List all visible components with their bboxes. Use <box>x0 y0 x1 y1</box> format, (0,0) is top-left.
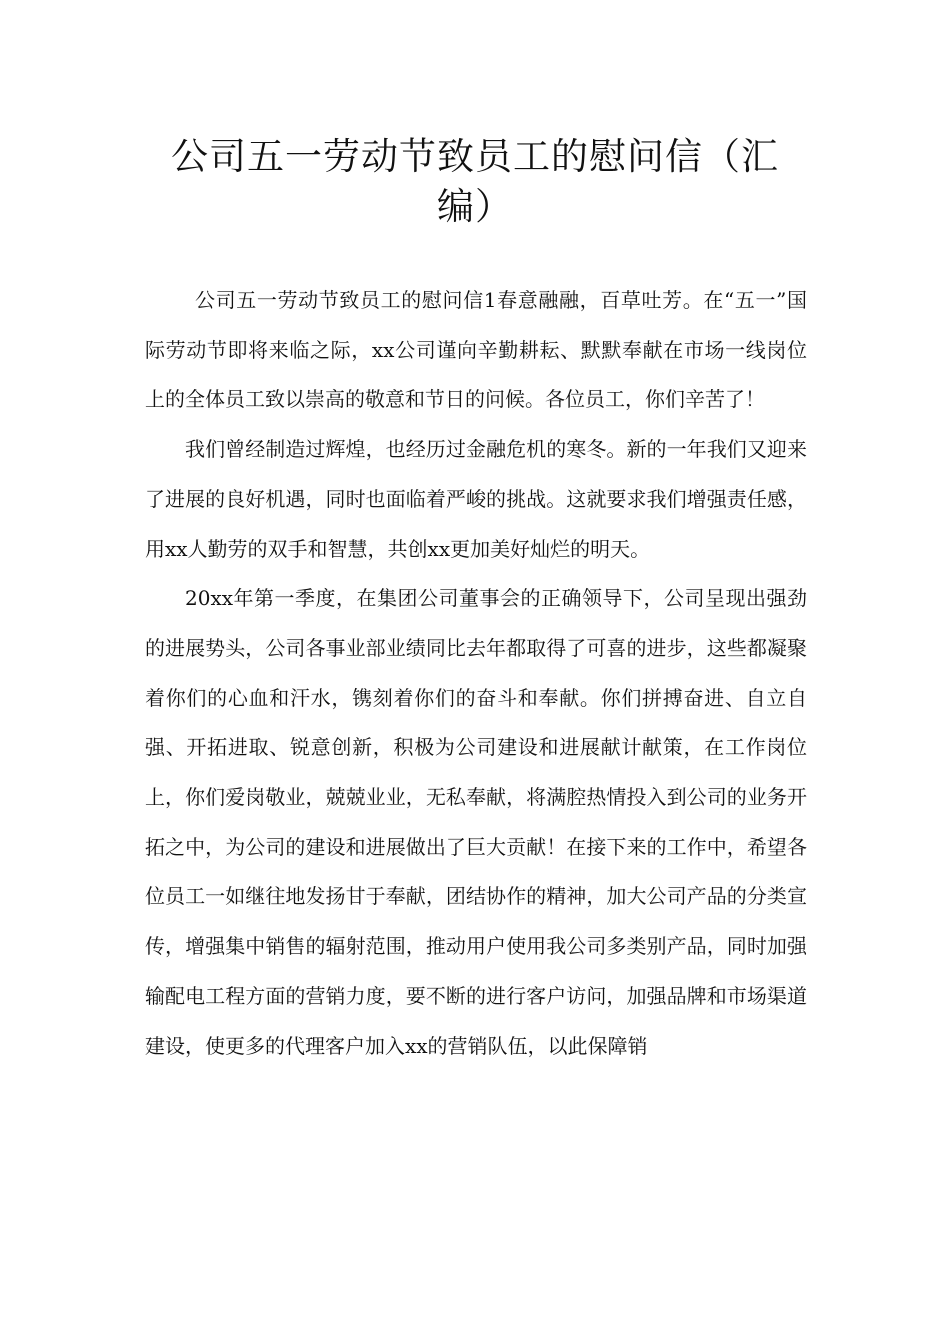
document-title: 公司五一劳动节致员工的慰问信（汇编） <box>171 135 779 228</box>
paragraph-1: 公司五一劳动节致员工的慰问信1春意融融，百草吐芳。在“五一”国际劳动节即将来临之际，xx公司谨向辛勤耕耘、默默奉献在市场一线岗位上的全体员工致以崇高的敬意和节日的问候。各位员工，你们辛苦了！ <box>145 288 807 412</box>
paragraph-2: 我们曾经制造过辉煌，也经历过金融危机的寒冬。新的一年我们又迎来了进展的良好机遇，同时也面临着严峻的挑战。这就要求我们增强责任感，用xx人勤劳的双手和智慧，共创xx更加美好灿烂的明天。 <box>145 437 807 561</box>
document-body <box>145 276 807 1071</box>
paragraph-3: 20xx年第一季度，在集团公司董事会的正确领导下，公司呈现出强劲的进展势头，公司各事业部业绩同比去年都取得了可喜的进步，这些都凝聚着你们的心血和汗水，镌刻着你们的奋斗和奉献。你们拼搏奋进、自立自强、开拓进取、锐意创新，积极为公司建设和进展献计献策，在工作岗位上，你们爱岗敬业，兢兢业业，无私奉献，将满腔热情投入到公司的业务开拓之中，为公司的建设和进展做出了巨大贡献！在接下来的工作中，希望各位员工一如继往地发扬甘于奉献，团结协作的精神，加大公司产品的分类宣传，增强集中销售的辐射范围，推动用户使用我公司多类别产品，同时加强输配电工程方面的营销力度，要不断的进行客户访问，加强品牌和市场渠道建设，使更多的代理客户加入xx的营销队伍，以此保障销 <box>145 586 807 1058</box>
